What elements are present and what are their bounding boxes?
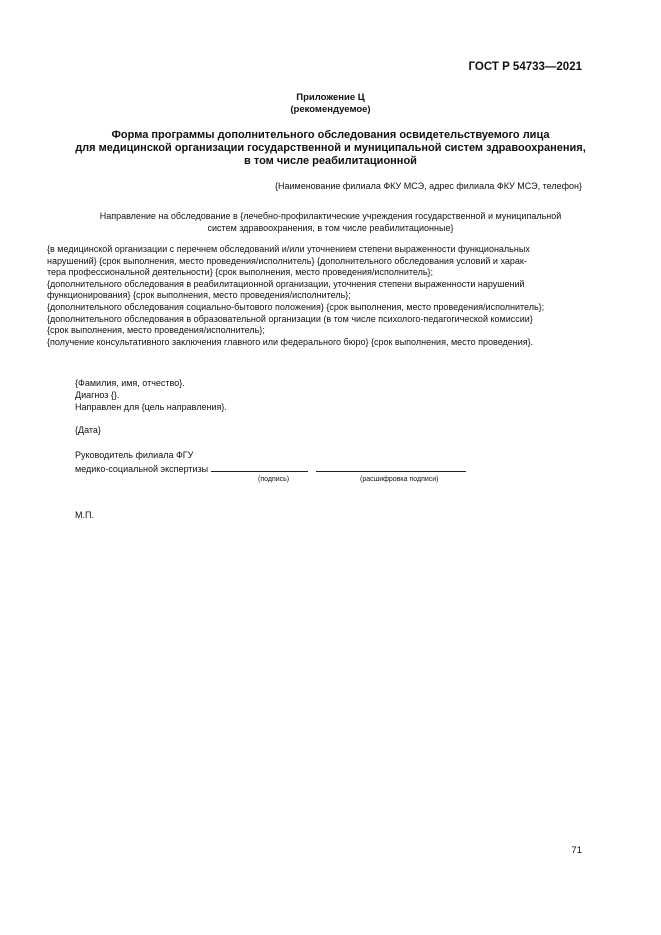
exam-list-line: {получение консультативного заключения главного или федерального бюро} {срок выполнения, место проведения}. xyxy=(47,336,534,347)
appendix-status: (рекомендуемое) xyxy=(290,104,371,115)
direction-line: Направление на обследование в {лечебно-профилактические учреждения государственной и муниципальной xyxy=(99,211,562,221)
decoding-caption: (расшифровка подписи) xyxy=(360,476,439,483)
direction-text xyxy=(0,211,661,234)
exam-list-line: {дополнительного обследования в реабилитационной организации, уточнения степени выраженности нарушений xyxy=(47,278,525,289)
stamp-place: М.П. xyxy=(75,510,94,520)
patient-block xyxy=(75,378,227,413)
form-title xyxy=(0,129,661,168)
direction-line: систем здравоохранения, в том числе реабилитационные} xyxy=(207,222,454,233)
form-title-line: для медицинской организации государственной и муниципальной систем здравоохранения, xyxy=(75,142,586,154)
signature-row xyxy=(75,462,466,476)
signature-decoding-line xyxy=(316,462,466,472)
exam-list-line: {срок выполнения, место проведения/исполнитель}; xyxy=(47,325,265,336)
exam-list-line: функционирования} {срок выполнения, место проведения/исполнитель}; xyxy=(47,290,351,301)
appendix-label: Приложение Ц xyxy=(296,92,365,103)
exam-list-line: {дополнительного обследования в образовательной организации (в том числе психолого-педагогической комиссии} xyxy=(47,313,533,324)
signature-title-line2: медико-социальной экспертизы xyxy=(75,463,209,474)
form-title-line: Форма программы дополнительного обследования освидетельствуемого лица xyxy=(111,129,550,141)
standard-number: ГОСТ Р 54733—2021 xyxy=(468,61,582,73)
patient-referral: Направлен для {цель направления}. xyxy=(75,401,227,412)
signature-block xyxy=(75,450,466,476)
exam-list-line: тера профессиональной деятельности} {срок выполнения, место проведения/исполнитель}; xyxy=(47,267,434,278)
signature-title: Руководитель филиала ФГУ xyxy=(75,450,194,460)
patient-name: {Фамилия, имя, отчество}. xyxy=(75,378,185,388)
branch-info: {Наименование филиала ФКУ МСЭ, адрес филиала ФКУ МСЭ, телефон} xyxy=(274,181,582,191)
form-title-line: в том числе реабилитационной xyxy=(244,155,417,167)
exam-list xyxy=(47,244,587,348)
signature-line xyxy=(211,462,308,472)
exam-list-line: {в медицинской организации с перечнем обследований и/или уточнением степени выраженности функциональных xyxy=(47,244,530,254)
signature-caption: (подпись) xyxy=(258,476,290,483)
exam-list-line: {дополнительного обследования социально-бытового положения} {срок выполнения, место проведения/исполнитель}; xyxy=(47,301,545,312)
page-number: 71 xyxy=(571,845,582,856)
exam-list-line: нарушений} {срок выполнения, место проведения/исполнитель} {дополнительного обследования условий и харак- xyxy=(47,255,527,266)
patient-diagnosis: Диагноз {}. xyxy=(75,389,120,400)
date-field: {Дата} xyxy=(75,425,101,435)
